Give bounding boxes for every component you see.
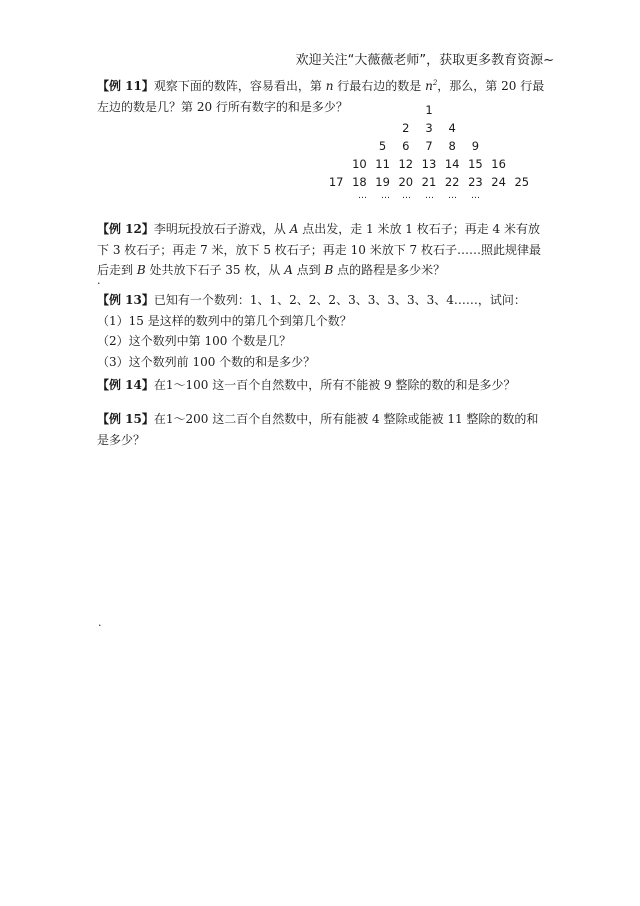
triangle-number: 5: [378, 139, 387, 153]
triangle-number: 20: [398, 175, 414, 189]
example-13-text: 已知有一个数列：1、1、2、2、2、3、3、3、3、3、4……，试问：: [153, 293, 526, 307]
triangle-number: 15: [468, 157, 483, 171]
triangle-number: 12: [398, 157, 414, 171]
triangle-number: 24: [491, 175, 506, 189]
stray-dot-2: .: [98, 616, 102, 629]
triangle-number: 8: [448, 139, 456, 153]
example-15-tag: 【例 15】: [97, 412, 154, 426]
triangle-ellipsis: …: [381, 191, 389, 201]
example-12-text-3: 处共放下石子 35 枚，从: [145, 263, 285, 277]
example-11-exponent: 2: [432, 79, 438, 87]
example-14-tag: 【例 14】: [97, 378, 154, 392]
triangle-ellipsis: …: [358, 191, 366, 201]
example-12-text-2: 点出发，走 1 米放 1 枚石子；再走 4 米有放下 3 枚石子；再走 7 米，放下 5 枚石子；再走 10 米放下 7 枚石子……照此规律最后走到: [97, 222, 541, 277]
triangle-number: 13: [421, 157, 437, 171]
example-12: [97, 219, 549, 281]
example-13-tag: 【例 13】: [97, 293, 154, 307]
example-14: [97, 375, 549, 396]
stray-dot-1: .: [97, 274, 101, 287]
example-11: [97, 76, 549, 117]
example-11-var-n: n: [325, 79, 334, 93]
example-11-text-2: 行最右边的数是: [333, 79, 426, 93]
example-11-text-3: ，那么，第 20 行最左边的数是几？第 20 行所有数字的和是多少？: [97, 79, 545, 114]
triangle-number: 16: [491, 157, 506, 171]
example-12-text-5: 点的路程是多少米？: [333, 263, 446, 277]
triangle-number: 22: [444, 175, 460, 189]
triangle-number: 11: [375, 157, 390, 171]
example-12-point-b2: B: [324, 263, 334, 277]
example-13: [97, 290, 549, 372]
triangle-number: 23: [468, 175, 483, 189]
example-15-text: 在1～200 这二百个自然数中，所有能被 4 整除或能被 11 整除的数的和是多少？: [97, 412, 539, 447]
triangle-number: 9: [471, 139, 480, 153]
example-12-point-a2: A: [284, 263, 293, 277]
triangle-number: 4: [448, 121, 456, 135]
triangle-number: 19: [375, 175, 390, 189]
example-12-tag: 【例 12】: [97, 222, 154, 236]
triangle-ellipsis: …: [448, 191, 456, 201]
example-13-question-2: （2）这个数列中第 100 个数是几？: [97, 334, 292, 348]
example-11-var-n2: $n^2$: [425, 79, 438, 93]
example-12-point-a: A: [289, 222, 299, 236]
example-12-point-b: B: [136, 263, 146, 277]
triangle-ellipsis: …: [471, 191, 479, 201]
example-12-text-4: 点到: [292, 263, 325, 277]
triangle-number: 1: [425, 103, 433, 117]
triangle-number: 7: [425, 139, 433, 153]
triangle-number: 3: [425, 121, 433, 135]
triangle-number: 17: [328, 175, 344, 189]
triangle-number: 6: [402, 139, 410, 153]
example-12-text-1: 李明玩投放石子游戏，从: [153, 222, 290, 236]
triangle-number: 2: [402, 121, 410, 135]
triangle-number: 10: [352, 157, 367, 171]
example-13-question-1: （1）15 是这样的数列中的第几个到第几个数？: [97, 313, 352, 328]
example-14-text: 在1～100 这一百个自然数中，所有不能被 9 整除的数的和是多少？: [153, 378, 516, 392]
triangle-ellipsis: …: [402, 191, 410, 201]
triangle-number: 21: [421, 175, 437, 189]
triangle-number: 14: [444, 157, 460, 171]
triangle-number: 18: [352, 175, 367, 189]
example-15: [97, 409, 549, 450]
example-11-text-1: 观察下面的数阵，容易看出，第: [153, 79, 326, 93]
example-11-tag: 【例 11】: [97, 79, 154, 93]
triangle-ellipsis: …: [425, 191, 433, 201]
triangle-number: 25: [514, 175, 530, 189]
page-header: 欢迎关注“大薇薇老师”，获取更多教育资源~: [295, 53, 554, 68]
example-13-question-3: （3）这个数列前 100 个数的和是多少？: [97, 354, 316, 369]
